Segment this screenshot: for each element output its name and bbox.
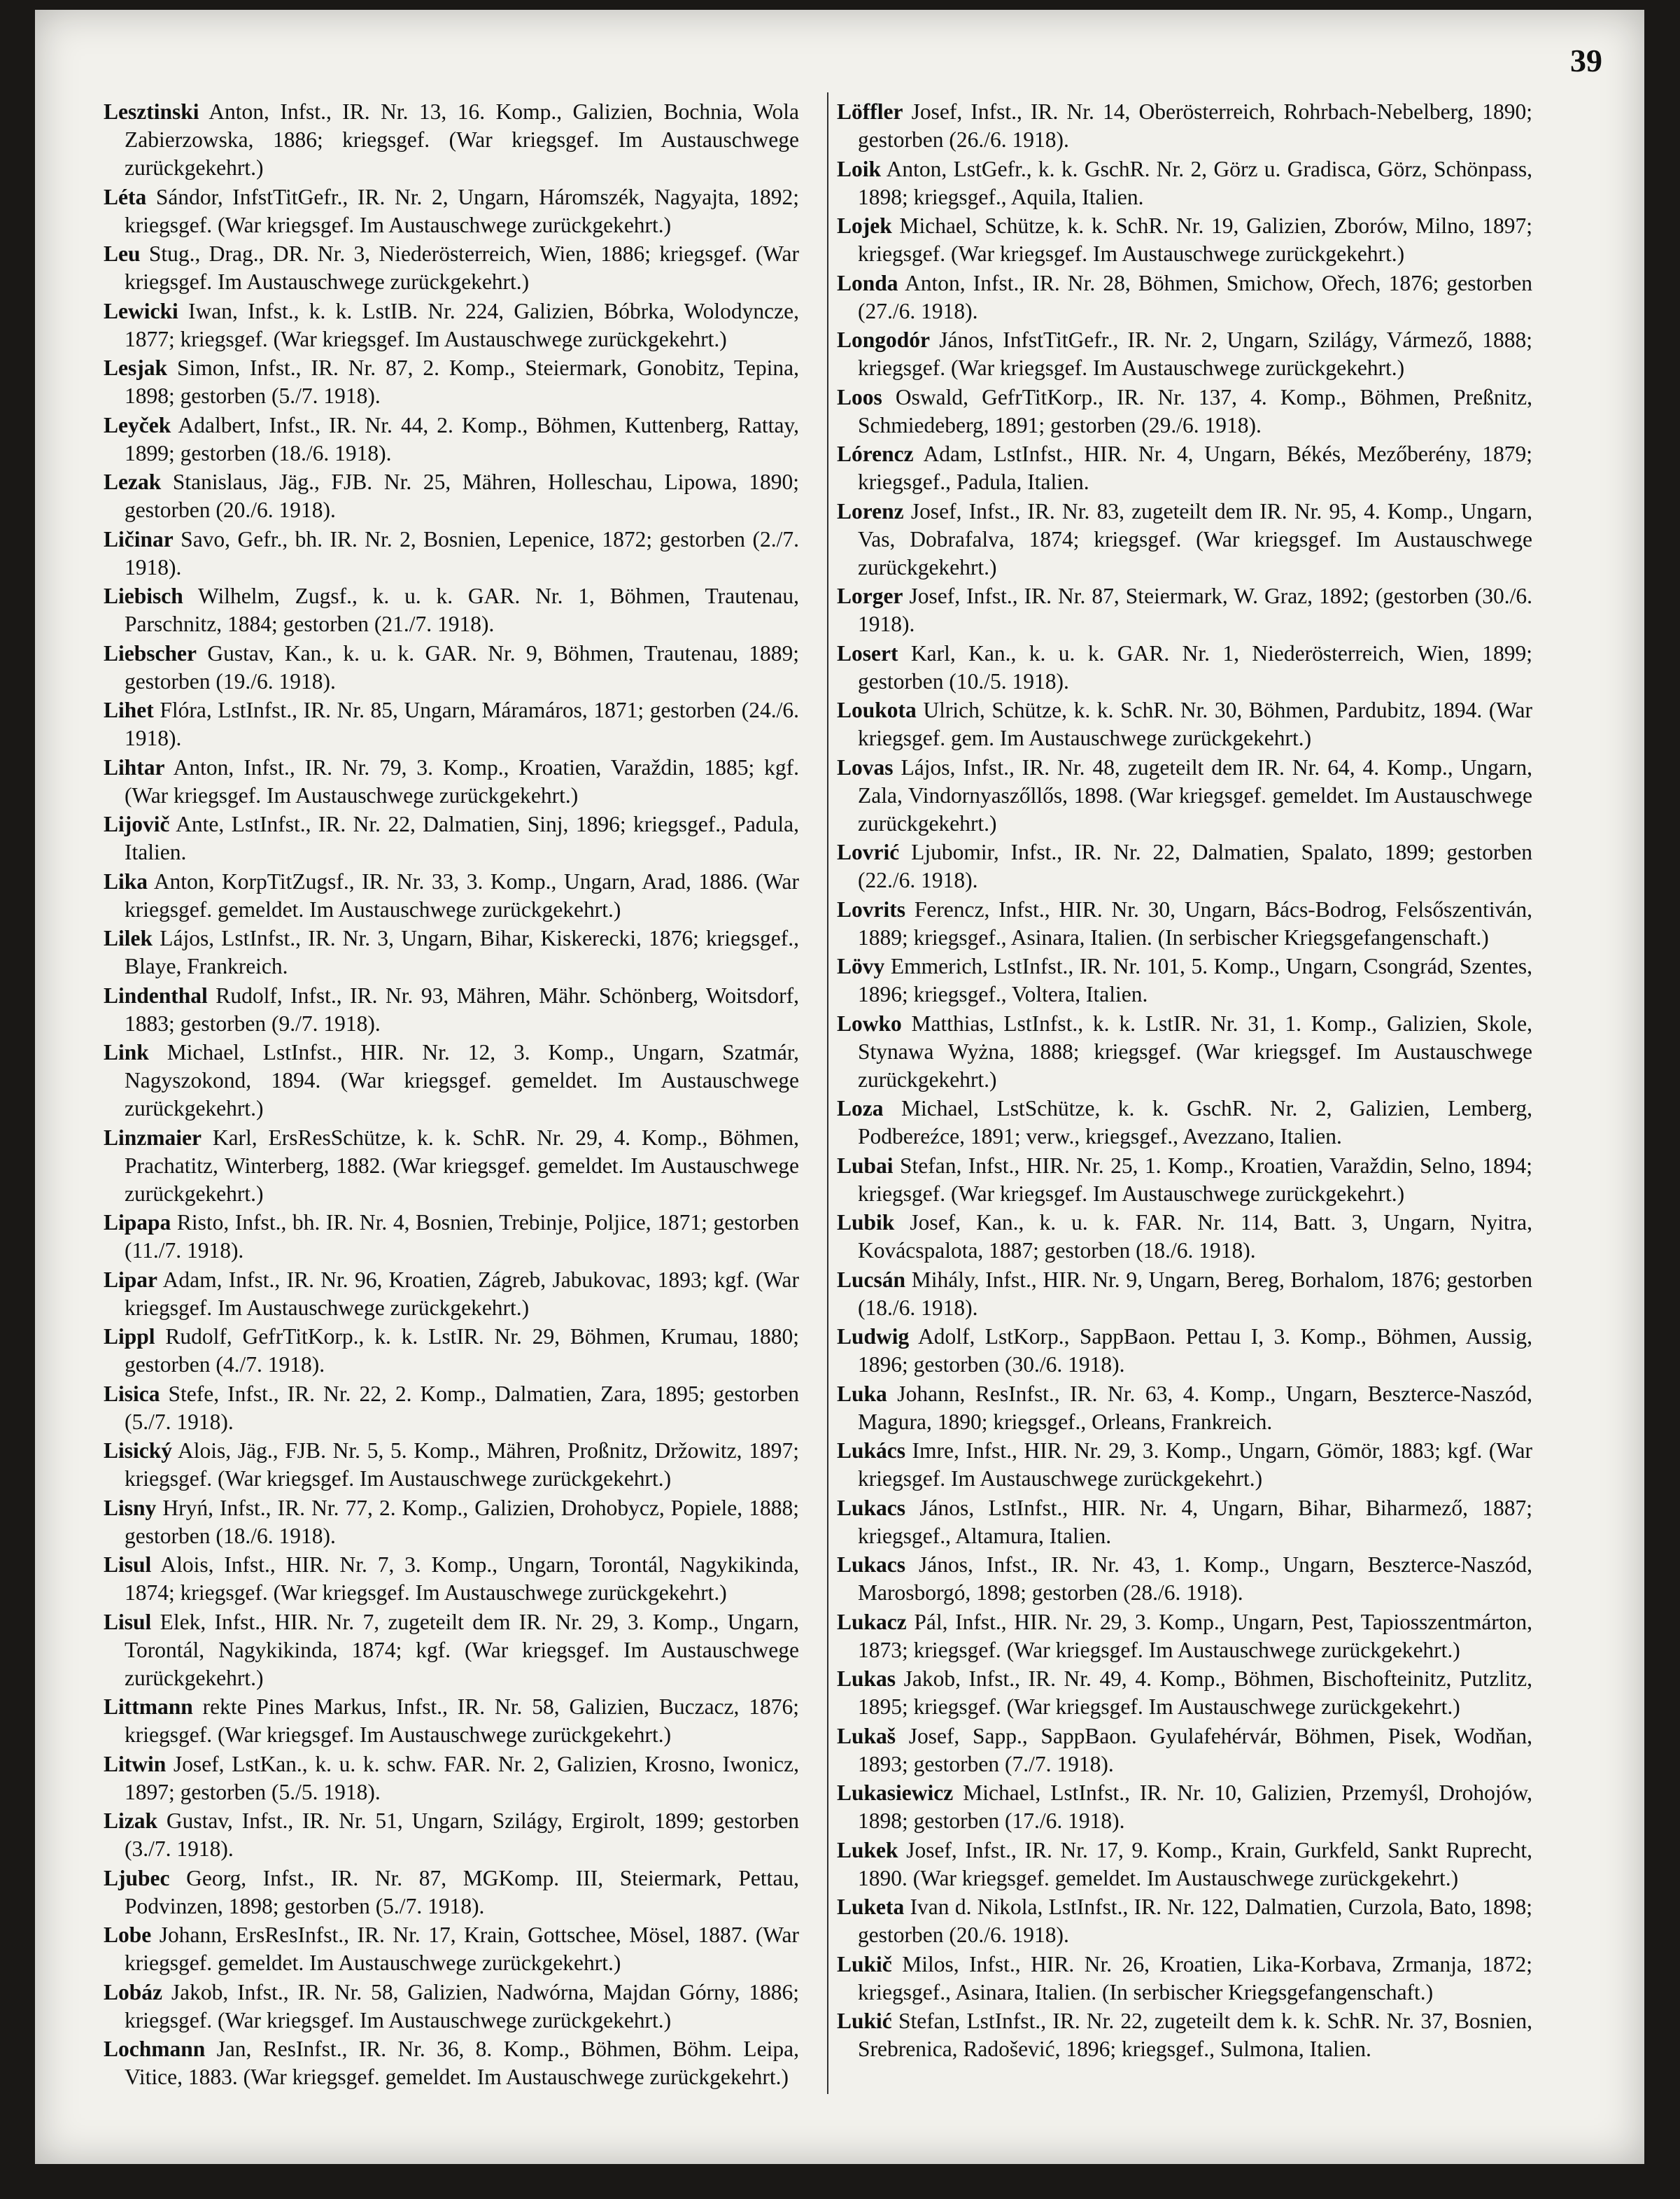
entry-surname: Leyček — [104, 412, 171, 437]
entry-details: Josef, Sapp., SappBaon. Gyulafehérvár, Böhmen, Pisek, Wodňan, 1893; gestorben (7./7. 1918). — [858, 1723, 1532, 1776]
list-item — [837, 696, 1532, 752]
entry-details: Ljubomir, Infst., IR. Nr. 22, Dalmatien, Spalato, 1899; gestorben (22./6. 1918). — [858, 840, 1532, 892]
entry-details: Stug., Drag., DR. Nr. 3, Niederösterreich, Wien, 1886; kriegsgef. (War kriegsgef. Im Austauschwege zurückgekehrt.) — [125, 241, 799, 294]
entry-surname: Lisica — [104, 1381, 160, 1406]
list-item — [837, 896, 1532, 952]
list-item — [837, 1010, 1532, 1094]
list-item — [104, 526, 799, 582]
list-item — [837, 1836, 1532, 1892]
entry-details: Gustav, Kan., k. u. k. GAR. Nr. 9, Böhmen, Trautenau, 1889; gestorben (19./6. 1918). — [125, 640, 799, 694]
list-item — [104, 1864, 799, 1920]
list-item — [837, 1722, 1532, 1778]
entry-details: Gustav, Infst., IR. Nr. 51, Ungarn, Szilágy, Ergirolt, 1899; gestorben (3./7. 1918). — [125, 1808, 799, 1861]
entry-details: Josef, Infst., IR. Nr. 83, zugeteilt dem IR. Nr. 95, 4. Komp., Ungarn, Vas, Dobrafalva, 1874; kriegsgef. (War kriegsgef. Im Austauschwege zurückgekehrt.) — [858, 498, 1532, 579]
entry-surname: Lovrić — [837, 840, 900, 864]
list-item — [837, 1893, 1532, 1949]
entry-surname: Litwin — [104, 1751, 167, 1776]
list-item — [104, 1323, 799, 1379]
entry-details: Imre, Infst., HIR. Nr. 29, 3. Komp., Ungarn, Gömör, 1883; kgf. (War kriegsgef. Im Austauschwege zurückgekehrt.) — [858, 1438, 1532, 1491]
list-item — [837, 1494, 1532, 1550]
entry-surname: Lippl — [104, 1324, 155, 1349]
entry-surname: Lorger — [837, 584, 903, 608]
entry-surname: Loos — [837, 384, 882, 409]
list-item — [104, 1437, 799, 1493]
entry-details: Johann, ErsResInfst., IR. Nr. 17, Krain, Gottschee, Mösel, 1887. (War kriegsgef. gemeldet. Im Austauschwege zurückgekehrt.) — [125, 1923, 799, 1975]
entry-details: Alois, Infst., HIR. Nr. 7, 3. Komp., Ungarn, Torontál, Nagykikinda, 1874; kriegsgef. (War kriegsgef. Im Austauschwege zurückgekehrt.) — [125, 1552, 799, 1605]
list-item — [837, 953, 1532, 1009]
list-item — [837, 1152, 1532, 1208]
entry-details: Michael, LstInfst., HIR. Nr. 12, 3. Komp., Ungarn, Szatmár, Nagyszokond, 1894. (War kriegsgef. gemeldet. Im Austauschwege zurückgekehrt.) — [125, 1040, 799, 1120]
entry-surname: Linzmaier — [104, 1125, 202, 1150]
entry-surname: Lika — [104, 869, 148, 894]
entry-surname: Lukaš — [837, 1723, 896, 1748]
list-item — [837, 1209, 1532, 1265]
entry-details: Risto, Infst., bh. IR. Nr. 4, Bosnien, Trebinje, Poljice, 1871; gestorben (11./7. 1918). — [125, 1210, 799, 1263]
entry-surname: Lukacz — [837, 1609, 907, 1634]
entry-surname: Loza — [837, 1096, 884, 1120]
entry-surname: Liebisch — [104, 584, 183, 608]
entry-details: Stanislaus, Jäg., FJB. Nr. 25, Mähren, Holleschau, Lipowa, 1890; gestorben (20./6. 1918). — [125, 470, 799, 522]
entry-surname: Lobáz — [104, 1979, 163, 2004]
entry-surname: Lubai — [837, 1153, 894, 1178]
entry-surname: Lezak — [104, 470, 162, 494]
entry-surname: Lubik — [837, 1210, 895, 1235]
list-item — [104, 412, 799, 468]
entry-details: Mihály, Infst., HIR. Nr. 9, Ungarn, Bereg, Borhalom, 1876; gestorben (18./6. 1918). — [858, 1267, 1532, 1320]
entry-details: Ulrich, Schütze, k. k. SchR. Nr. 30, Böhmen, Pardubitz, 1894. (War kriegsgef. gem. Im Austauschwege zurückgekehrt.) — [858, 698, 1532, 750]
entry-details: Michael, LstSchütze, k. k. GschR. Nr. 2, Galizien, Lemberg, Podbereźce, 1891; verw., kriegsgef., Avezzano, Italien. — [858, 1096, 1532, 1148]
entry-details: Rudolf, Infst., IR. Nr. 93, Mähren, Mähr. Schönberg, Woitsdorf, 1883; gestorben (9./7. 1918). — [125, 983, 799, 1036]
entry-details: Ferencz, Infst., HIR. Nr. 30, Ungarn, Bács-Bodrog, Felsőszentiván, 1889; kriegsgef., Asinara, Italien. (In serbischer Kriegsgefangenschaft.) — [858, 897, 1532, 950]
list-item — [837, 582, 1532, 638]
list-item — [104, 640, 799, 696]
entry-details: Alois, Jäg., FJB. Nr. 5, 5. Komp., Mähren, Proßnitz, Držowitz, 1897; kriegsgef. (War kriegsgef. Im Austauschwege zurückgekehrt.) — [125, 1438, 799, 1491]
entry-surname: Londa — [837, 270, 898, 295]
entry-details: Hryń, Infst., IR. Nr. 77, 2. Komp., Galizien, Drohobycz, Popiele, 1888; gestorben (18./6. 1918). — [125, 1495, 799, 1548]
entry-surname: Ludwig — [837, 1324, 910, 1349]
list-item — [104, 240, 799, 296]
list-item — [104, 1551, 799, 1607]
entry-details: Pál, Infst., HIR. Nr. 29, 3. Komp., Ungarn, Pest, Tapiosszentmárton, 1873; kriegsgef. (War kriegsgef. Im Austauschwege zurückgekehrt.) — [858, 1609, 1532, 1662]
entry-details: Jakob, Infst., IR. Nr. 58, Galizien, Nadwórna, Majdan Górny, 1886; kriegsgef. (War kriegsgef. Im Austauschwege zurückgekehrt.) — [125, 1979, 799, 2032]
entry-details: Karl, Kan., k. u. k. GAR. Nr. 1, Niederösterreich, Wien, 1899; gestorben (10./5. 1918). — [858, 640, 1532, 694]
list-item — [837, 384, 1532, 440]
entry-surname: Lukič — [837, 1951, 892, 1976]
entry-surname: Lewicki — [104, 298, 178, 323]
entry-details: Elek, Infst., HIR. Nr. 7, zugeteilt dem IR. Nr. 29, 3. Komp., Ungarn, Torontál, Nagykikinda, 1874; kgf. (War kriegsgef. Im Austauschwege zurückgekehrt.) — [125, 1609, 799, 1690]
document-page — [35, 10, 1644, 2164]
column-divider — [827, 92, 828, 2094]
entry-surname: Loukota — [837, 698, 917, 722]
list-item — [837, 98, 1532, 154]
list-item — [837, 1437, 1532, 1493]
entry-details: Jan, ResInfst., IR. Nr. 36, 8. Komp., Böhmen, Böhm. Leipa, Vitice, 1883. (War kriegsgef. gemeldet. Im Austauschwege zurückgekehrt.) — [125, 2037, 799, 2089]
entry-surname: Lukas — [837, 1666, 896, 1691]
right-column — [837, 98, 1532, 2065]
list-item — [104, 2035, 799, 2091]
list-item — [104, 1608, 799, 1692]
entry-details: Ante, LstInfst., IR. Nr. 22, Dalmatien, Sinj, 1896; kriegsgef., Padula, Italien. — [125, 812, 799, 864]
entry-details: Adam, Infst., IR. Nr. 96, Kroatien, Zágreb, Jabukovac, 1893; kgf. (War kriegsgef. Im Austauschwege zurückgekehrt.) — [125, 1267, 799, 1320]
entry-surname: Lucsán — [837, 1267, 906, 1292]
entry-surname: Liebscher — [104, 640, 197, 666]
list-item — [104, 1124, 799, 1208]
entry-surname: Lukek — [837, 1837, 898, 1862]
entry-details: Anton, Infst., IR. Nr. 13, 16. Komp., Galizien, Bochnia, Wola Zabierzowska, 1886; kriegsgef. (War kriegsgef. Im Austauschwege zurückgekehrt.) — [125, 99, 799, 180]
list-item — [104, 1266, 799, 1322]
entry-surname: Lesztinski — [104, 99, 199, 124]
list-item — [837, 1951, 1532, 2007]
page-number: 39 — [1570, 43, 1602, 78]
entry-details: Savo, Gefr., bh. IR. Nr. 2, Bosnien, Lepenice, 1872; gestorben (2./7. 1918). — [125, 526, 799, 579]
list-item — [104, 810, 799, 866]
entry-details: Lájos, Infst., IR. Nr. 48, zugeteilt dem IR. Nr. 64, 4. Komp., Ungarn, Zala, Vindornyaszőllős, 1898. (War kriegsgef. gemeldet. Im Austauschwege zurückgekehrt.) — [858, 754, 1532, 836]
entry-surname: Lowko — [837, 1011, 902, 1036]
list-item — [104, 868, 799, 924]
list-item — [104, 183, 799, 239]
entry-details: Ivan d. Nikola, LstInfst., IR. Nr. 122, Dalmatien, Curzola, Bato, 1898; gestorben (20./6. 1918). — [858, 1895, 1532, 1947]
list-item — [837, 326, 1532, 382]
list-item — [104, 1380, 799, 1436]
entry-details: Adolf, LstKorp., SappBaon. Pettau I, 3. Komp., Böhmen, Aussig, 1896; gestorben (30./6. 1918). — [858, 1324, 1532, 1377]
entry-surname: Lukić — [837, 2009, 892, 2033]
entry-surname: Littmann — [104, 1694, 193, 1719]
entry-details: Adam, LstInfst., HIR. Nr. 4, Ungarn, Békés, Mezőberény, 1879; kriegsgef., Padula, Italien. — [858, 442, 1532, 494]
entry-details: rekte Pines Markus, Infst., IR. Nr. 58, Galizien, Buczacz, 1876; kriegsgef. (War kriegsgef. Im Austauschwege zurückgekehrt.) — [125, 1694, 799, 1747]
entry-details: Josef, Kan., k. u. k. FAR. Nr. 114, Batt. 3, Ungarn, Nyitra, Kovácspalota, 1887; gestorben (18./6. 1918). — [858, 1210, 1532, 1263]
entry-details: Stefan, Infst., HIR. Nr. 25, 1. Komp., Kroatien, Varaždin, Selno, 1894; kriegsgef. (War kriegsgef. Im Austauschwege zurückgekehrt.) — [858, 1153, 1532, 1206]
list-item — [104, 1807, 799, 1863]
list-item — [104, 582, 799, 638]
list-item — [104, 1693, 799, 1749]
list-item — [837, 640, 1532, 696]
entry-details: Georg, Infst., IR. Nr. 87, MGKomp. III, Steiermark, Pettau, Podvinzen, 1898; gestorben (5./7. 1918). — [125, 1865, 799, 1918]
entry-surname: Lukács — [837, 1438, 906, 1463]
entry-details: Iwan, Infst., k. k. LstIB. Nr. 224, Galizien, Bóbrka, Wolodyncze, 1877; kriegsgef. (War kriegsgef. Im Austauschwege zurückgekehrt.) — [125, 298, 799, 351]
entry-surname: Lisický — [104, 1438, 173, 1463]
entry-surname: Luka — [837, 1381, 887, 1406]
entry-details: Adalbert, Infst., IR. Nr. 44, 2. Komp., Böhmen, Kuttenberg, Rattay, 1899; gestorben (18./6. 1918). — [125, 412, 799, 465]
list-item — [104, 354, 799, 410]
entry-surname: Leu — [104, 241, 141, 266]
entry-details: János, InfstTitGefr., IR. Nr. 2, Ungarn, Szilágy, Vármező, 1888; kriegsgef. (War kriegsgef. Im Austauschwege zurückgekehrt.) — [858, 328, 1532, 380]
entry-surname: Lesjak — [104, 356, 168, 380]
list-item — [837, 1095, 1532, 1151]
entry-surname: Lijovič — [104, 812, 170, 836]
list-item — [837, 754, 1532, 838]
entry-details: Josef, Infst., IR. Nr. 87, Steiermark, W. Graz, 1892; (gestorben (30./6. 1918). — [858, 584, 1532, 636]
list-item — [837, 838, 1532, 894]
list-item — [104, 1750, 799, 1806]
list-item — [104, 1039, 799, 1123]
entry-surname: Luketa — [837, 1895, 905, 1919]
list-item — [837, 1551, 1532, 1607]
entry-details: Anton, LstGefr., k. k. GschR. Nr. 2, Görz u. Gradisca, Görz, Schönpass, 1898; kriegsgef., Aquila, Italien. — [858, 156, 1532, 209]
entry-details: Anton, Infst., IR. Nr. 28, Böhmen, Smichow, Ořech, 1876; gestorben (27./6. 1918). — [858, 270, 1532, 323]
entry-surname: Lizak — [104, 1808, 158, 1833]
entry-details: Flóra, LstInfst., IR. Nr. 85, Ungarn, Máramáros, 1871; gestorben (24./6. 1918). — [125, 698, 799, 750]
list-item — [104, 98, 799, 182]
entry-surname: Léta — [104, 184, 147, 209]
entry-details: Michael, LstInfst., IR. Nr. 10, Galizien, Przemyśl, Drohojów, 1898; gestorben (17./6. 1918). — [858, 1780, 1532, 1833]
entry-surname: Ličinar — [104, 526, 174, 551]
entry-details: Michael, Schütze, k. k. SchR. Nr. 19, Galizien, Zborów, Milno, 1897; kriegsgef. (War kriegsgef. Im Austauschwege zurückgekehrt.) — [858, 213, 1532, 266]
list-item — [837, 1779, 1532, 1835]
entry-surname: Lipar — [104, 1267, 158, 1292]
entry-surname: Lobe — [104, 1923, 152, 1947]
entry-details: Oswald, GefrTitKorp., IR. Nr. 137, 4. Komp., Böhmen, Preßnitz, Schmiedeberg, 1891; gestorben (29./6. 1918). — [858, 384, 1532, 437]
entry-details: Milos, Infst., HIR. Nr. 26, Kroatien, Lika-Korbava, Zrmanja, 1872; kriegsgef., Asinara, Italien. (In serbischer Kriegsgefangenschaft.) — [858, 1951, 1532, 2004]
entry-details: Stefan, LstInfst., IR. Nr. 22, zugeteilt dem k. k. SchR. Nr. 37, Bosnien, Srebrenica, Radošević, 1896; kriegsgef., Sulmona, Italien. — [858, 2009, 1532, 2061]
entry-surname: Lovrits — [837, 897, 905, 922]
entry-details: Simon, Infst., IR. Nr. 87, 2. Komp., Steiermark, Gonobitz, Tepina, 1898; gestorben (5./7. 1918). — [125, 356, 799, 408]
entry-details: Wilhelm, Zugsf., k. u. k. GAR. Nr. 1, Böhmen, Trautenau, Parschnitz, 1884; gestorben (21./7. 1918). — [125, 584, 799, 636]
entry-surname: Link — [104, 1040, 149, 1065]
entry-surname: Lilek — [104, 926, 153, 950]
entry-details: Jakob, Infst., IR. Nr. 49, 4. Komp., Böhmen, Bischofteinitz, Putzlitz, 1895; kriegsgef. (War kriegsgef. Im Austauschwege zurückgekehrt.) — [858, 1666, 1532, 1719]
entry-surname: Lukacs — [837, 1552, 906, 1577]
entry-details: Matthias, LstInfst., k. k. LstIR. Nr. 31, 1. Komp., Galizien, Skole, Stynawa Wyżna, 1888; kriegsgef. (War kriegsgef. Im Austauschwege zurückgekehrt.) — [858, 1011, 1532, 1092]
entry-surname: Löffler — [837, 99, 903, 124]
entry-details: Karl, ErsResSchütze, k. k. SchR. Nr. 29, 4. Komp., Böhmen, Prachatitz, Winterberg, 1882. (War kriegsgef. gemeldet. Im Austauschwege zurückgekehrt.) — [125, 1125, 799, 1206]
entry-details: Rudolf, GefrTitKorp., k. k. LstIR. Nr. 29, Böhmen, Krumau, 1880; gestorben (4./7. 1918). — [125, 1324, 799, 1377]
list-item — [104, 925, 799, 981]
list-item — [104, 1494, 799, 1550]
entry-surname: Lojek — [837, 213, 892, 238]
list-item — [104, 754, 799, 810]
entry-surname: Lukasiewicz — [837, 1780, 954, 1805]
entry-surname: Lisny — [104, 1495, 157, 1520]
list-item — [837, 1380, 1532, 1436]
list-item — [837, 1323, 1532, 1379]
entry-surname: Lisul — [104, 1609, 152, 1634]
list-item — [104, 1921, 799, 1977]
list-item — [104, 696, 799, 752]
list-item — [837, 1665, 1532, 1721]
entry-surname: Lorenz — [837, 498, 904, 524]
list-item — [104, 297, 799, 353]
entry-details: Anton, Infst., IR. Nr. 79, 3. Komp., Kroatien, Varaždin, 1885; kgf. (War kriegsgef. Im Austauschwege zurückgekehrt.) — [125, 754, 799, 808]
list-item — [837, 155, 1532, 211]
list-item — [837, 498, 1532, 582]
list-item — [837, 2007, 1532, 2063]
entry-details: Emmerich, LstInfst., IR. Nr. 101, 5. Komp., Ungarn, Csongrád, Szentes, 1896; kriegsgef., Voltera, Italien. — [858, 954, 1532, 1006]
list-item — [104, 1209, 799, 1265]
entry-surname: Lochmann — [104, 2037, 206, 2061]
entry-surname: Lipapa — [104, 1210, 171, 1235]
entry-surname: Losert — [837, 640, 898, 666]
entry-surname: Lihtar — [104, 754, 165, 780]
entry-details: János, Infst., IR. Nr. 43, 1. Komp., Ungarn, Beszterce-Naszód, Marosborgó, 1898; gestorben (28./6. 1918). — [858, 1552, 1532, 1605]
entry-details: János, LstInfst., HIR. Nr. 4, Ungarn, Bihar, Biharmező, 1887; kriegsgef., Altamura, Italien. — [858, 1495, 1532, 1548]
entry-details: Stefe, Infst., IR. Nr. 22, 2. Komp., Dalmatien, Zara, 1895; gestorben (5./7. 1918). — [125, 1381, 799, 1434]
entry-surname: Lórencz — [837, 442, 914, 466]
entry-surname: Lovas — [837, 754, 894, 780]
list-item — [837, 212, 1532, 268]
entry-details: Anton, KorpTitZugsf., IR. Nr. 33, 3. Komp., Ungarn, Arad, 1886. (War kriegsgef. gemeldet. Im Austauschwege zurückgekehrt.) — [125, 869, 799, 922]
list-item — [837, 269, 1532, 325]
list-item — [837, 1266, 1532, 1322]
list-item — [104, 468, 799, 524]
entry-surname: Ljubec — [104, 1865, 170, 1890]
entry-details: Josef, Infst., IR. Nr. 14, Oberösterreich, Rohrbach-Nebelberg, 1890; gestorben (26./6. 1918). — [858, 99, 1532, 152]
list-item — [104, 982, 799, 1038]
entry-surname: Loik — [837, 156, 882, 181]
entry-surname: Lövy — [837, 954, 885, 978]
entry-details: Sándor, InfstTitGefr., IR. Nr. 2, Ungarn, Háromszék, Nagyajta, 1892; kriegsgef. (War kriegsgef. Im Austauschwege zurückgekehrt.) — [125, 184, 799, 237]
entry-surname: Longodór — [837, 328, 931, 352]
entry-surname: Lukacs — [837, 1495, 906, 1520]
entry-surname: Lindenthal — [104, 983, 208, 1008]
list-item — [837, 440, 1532, 496]
entry-surname: Lihet — [104, 698, 154, 722]
entry-details: Josef, Infst., IR. Nr. 17, 9. Komp., Krain, Gurkfeld, Sankt Ruprecht, 1890. (War kriegsgef. gemeldet. Im Austauschwege zurückgekehrt.) — [858, 1837, 1532, 1890]
entry-details: Lájos, LstInfst., IR. Nr. 3, Ungarn, Bihar, Kiskerecki, 1876; kriegsgef., Blaye, Frankreich. — [125, 926, 799, 978]
list-item — [104, 1979, 799, 2035]
entry-details: Johann, ResInfst., IR. Nr. 63, 4. Komp., Ungarn, Beszterce-Naszód, Magura, 1890; kriegsgef., Orleans, Frankreich. — [858, 1381, 1532, 1434]
entry-details: Josef, LstKan., k. u. k. schw. FAR. Nr. 2, Galizien, Krosno, Iwonicz, 1897; gestorben (5./5. 1918). — [125, 1751, 799, 1804]
list-item — [837, 1608, 1532, 1664]
entry-surname: Lisul — [104, 1552, 152, 1577]
left-column — [104, 98, 799, 2093]
